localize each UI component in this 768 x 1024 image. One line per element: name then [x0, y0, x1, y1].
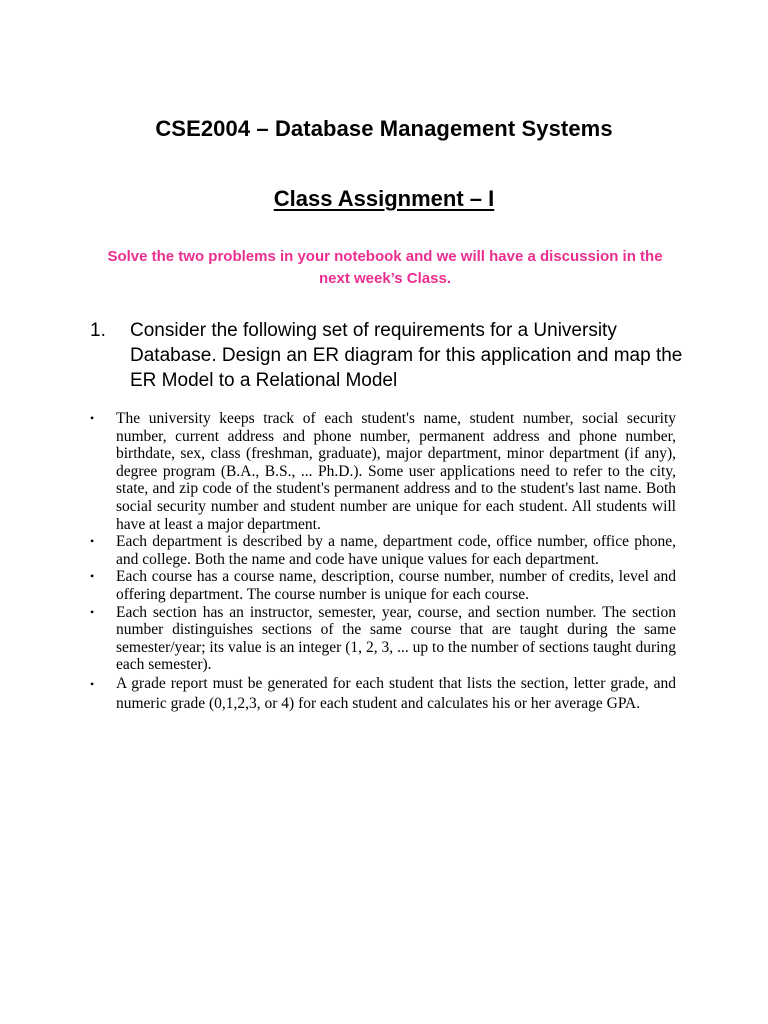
- instruction-text: Solve the two problems in your notebook and we will have a discussion in the next week’s Class.: [107, 248, 663, 287]
- bullet-icon: •: [90, 569, 95, 584]
- bullet-icon: •: [90, 676, 95, 691]
- requirement-text: Each course has a course name, description, course number, number of credits, level and offering department. The course number is unique for each course.: [116, 568, 676, 603]
- list-item: [90, 410, 676, 533]
- bullet-icon: •: [90, 534, 95, 549]
- bullet-icon: •: [90, 411, 95, 425]
- course-title: CSE2004 – Database Management Systems: [155, 116, 613, 141]
- problem-text: Consider the following set of requirements for a University Database. Design an ER diagram for this application and map the ER Model to a Relational Model: [130, 320, 683, 391]
- assignment-title: Class Assignment – I: [273, 186, 495, 211]
- problem-1: [90, 318, 690, 393]
- requirement-text: The university keeps track of each student's name, student number, social security number, current address and phone number, permanent address and phone number, birthdate, sex, class (freshman, graduate), major department, minor department (if any), degree program (B.A., B.S., ... Ph.D.). Some user applications need to refer to the city, state, and zip code of the student's permanent address and to the student's last name. Both social security number and student number are unique for each student. All students will have at least a major department.: [116, 410, 676, 533]
- requirement-text: Each section has an instructor, semester, year, course, and section number. The section number distinguishes sections of the same course that are taught during the same semester/year; its value is an integer (1, 2, 3, ... up to the number of sections taught during each semester).: [116, 603, 676, 674]
- requirement-text: Each department is described by a name, department code, office number, office phone, and college. Both the name and code have unique values for each department.: [116, 533, 676, 568]
- list-item: [90, 533, 676, 568]
- requirements-list: [90, 410, 676, 714]
- bullet-icon: •: [90, 604, 95, 619]
- list-item: [90, 674, 676, 714]
- list-item: [90, 604, 676, 674]
- requirement-text: A grade report must be generated for each student that lists the section, letter grade, and numeric grade (0,1,2,3, or 4) for each student and calculates his or her average GPA.: [116, 674, 676, 712]
- problem-number: 1.: [90, 320, 106, 341]
- list-item: [90, 568, 676, 603]
